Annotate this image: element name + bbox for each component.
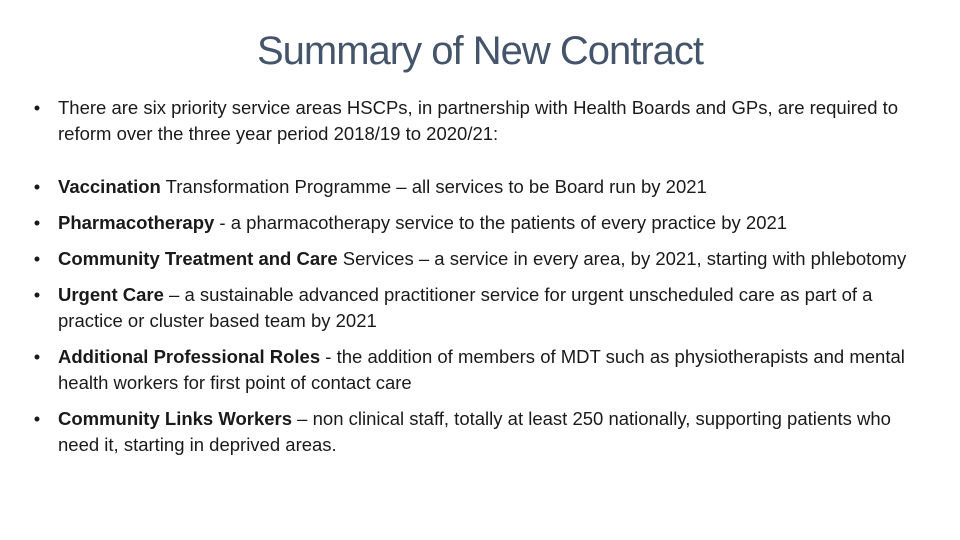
bullet-dot: • [33,346,41,367]
item-heading: Vaccination [58,176,161,197]
item-text: – a sustainable advanced practitioner service for urgent unscheduled care as part of a practice or cluster based team by 2021 [58,284,873,331]
list-item-community-treatment [30,246,930,272]
bullet-dot: • [33,284,41,305]
bullet-dot: • [33,176,41,197]
list-item-pharmacotherapy [30,210,930,236]
list-item-urgent-care [30,282,930,334]
item-text: Transformation Programme – all services to be Board run by 2021 [160,176,707,197]
item-text: - the addition of members of MDT such as physiotherapists and mental health workers for first point of contact care [58,346,905,393]
intro-bullet [30,95,930,147]
priority-areas-list [30,174,930,468]
list-item-additional-roles [30,344,930,396]
slide-title: Summary of New Contract [256,29,704,73]
item-text: Services – a service in every area, by 2021, starting with phlebotomy [337,248,907,269]
bullet-dot: • [33,408,41,429]
item-heading: Community Treatment and Care [58,248,338,269]
bullet-dot: • [33,212,41,233]
list-item-community-links [30,406,930,458]
bullet-dot: • [33,248,41,269]
bullet-dot: • [33,97,41,118]
item-heading: Additional Professional Roles [58,346,321,367]
list-item-vaccination [30,174,930,200]
item-heading: Community Links Workers [58,408,293,429]
item-text: – non clinical staff, totally at least 250 nationally, supporting patients who need it, starting in deprived areas. [58,408,891,455]
intro-text: There are six priority service areas HSCPs, in partnership with Health Boards and GPs, are required to reform over the three year period 2018/19 to 2020/21: [58,97,899,144]
intro-paragraph [30,95,930,157]
item-heading: Pharmacotherapy [58,212,215,233]
item-heading: Urgent Care [58,284,164,305]
item-text: - a pharmacotherapy service to the patients of every practice by 2021 [214,212,788,233]
